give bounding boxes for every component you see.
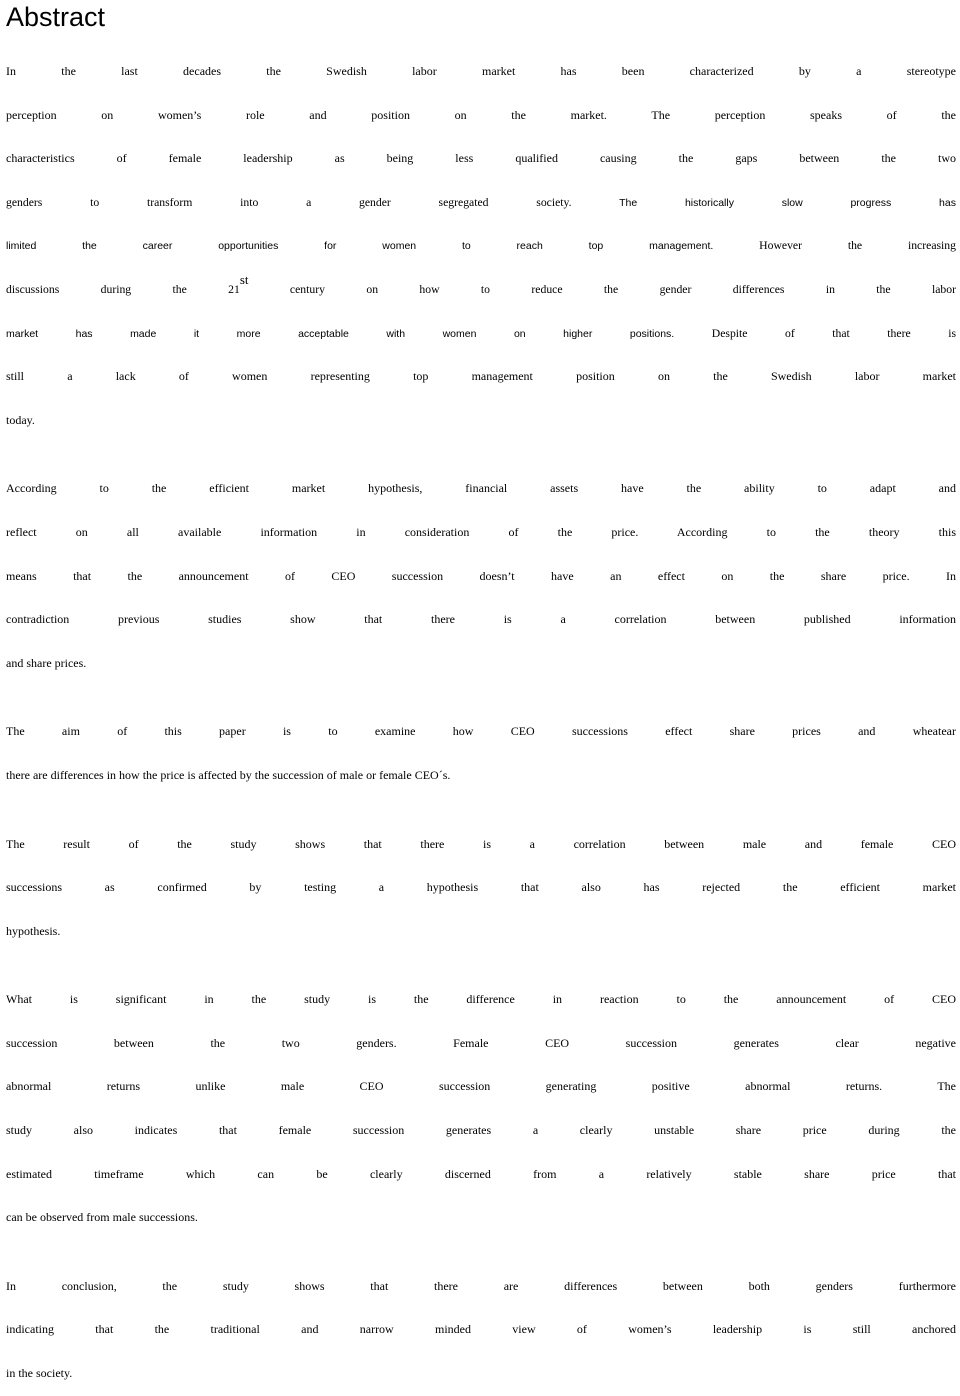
paragraph-3-line-1: The aim of this paper is to examine how CEO successions effect share prices and wheatear	[6, 724, 956, 739]
paragraph-5-line-4: study also indicates that female succession generates a clearly unstable share price during the	[6, 1123, 956, 1138]
paragraph-5-line-2: succession between the two genders. Female CEO succession generates clear negative	[6, 1035, 956, 1050]
paragraph-1-line-4-part-b: The historically slow progress has	[571, 196, 956, 209]
paragraph-gap	[6, 685, 956, 710]
paragraph-6	[6, 1265, 956, 1396]
paragraph-1-line-6-part-b: century on how to reduce the gender differences in the labor	[248, 282, 956, 296]
abstract-heading: Abstract	[6, 2, 106, 32]
paragraph-gap	[6, 953, 956, 978]
paragraph-1-line-1: In the last decades the Swedish labor market has been characterized by a stereotype	[6, 64, 956, 78]
paragraph-1-line-7-part-a: market has made it more acceptable with women on higher positions.	[6, 327, 675, 340]
paragraph-1-line-3: characteristics of female leadership as being less qualified causing the gaps between the two	[6, 151, 956, 166]
paragraph-1-line-7-part-b: Despite of that there is	[674, 326, 956, 340]
paragraph-6-line-3: in the society.	[6, 1366, 73, 1381]
paragraph-4-line-1: The result of the study shows that there is a correlation between male and female CEO	[6, 836, 956, 851]
paragraph-1-line-7	[6, 312, 956, 356]
paragraph-1-line-4	[6, 181, 956, 225]
paragraph-1-line-5	[6, 224, 956, 268]
paragraph-2-line-1: According to the efficient market hypothesis, financial assets have the ability to adapt and	[6, 481, 956, 496]
paragraph-5-line-3: abnormal returns unlike male CEO succession generating positive abnormal returns. The	[6, 1079, 956, 1094]
paragraph-6-line-2: indicating that the traditional and narrow minded view of women’s leadership is still anchored	[6, 1322, 956, 1337]
paragraph-4	[6, 823, 956, 954]
paragraph-1-line-5-part-b: However the increasing	[713, 239, 956, 253]
paragraph-gap	[6, 442, 956, 467]
paragraph-1-line-6-part-a: discussions during the 21	[6, 282, 240, 296]
paragraph-1-line-2: perception on women’s role and position on the market. The perception speaks of the	[6, 107, 956, 122]
paragraph-5	[6, 978, 956, 1240]
paragraph-2-line-2: reflect on all available information in consideration of the price. According to the theory this	[6, 524, 956, 539]
paragraph-4-line-3: hypothesis.	[6, 923, 61, 938]
paragraph-1	[6, 50, 956, 442]
paragraph-1-line-5-part-a: limited the career opportunities for women to reach top management.	[6, 240, 714, 253]
superscript-st: st	[239, 271, 249, 287]
paragraph-2-line-3: means that the announcement of CEO succession doesn’t have an effect on the share price. In	[6, 568, 956, 583]
paragraph-4-line-2: successions as confirmed by testing a hypothesis that also has rejected the efficient market	[6, 880, 956, 895]
paragraph-1-line-8: still a lack of women representing top management position on the Swedish labor market	[6, 369, 956, 384]
paragraph-5-line-1: What is significant in the study is the difference in reaction to the announcement of CEO	[6, 992, 956, 1007]
paragraph-1-line-4-part-a: genders to transform into a gender segregated society.	[6, 195, 572, 209]
paragraph-1-line-6	[6, 268, 956, 312]
paragraph-2	[6, 467, 956, 685]
paragraph-gap	[6, 1240, 956, 1265]
paragraph-2-line-5: and share prices.	[6, 655, 87, 670]
paragraph-5-line-5: estimated timeframe which can be clearly discerned from a relatively stable share price that	[6, 1166, 956, 1181]
paragraph-6-line-1: In conclusion, the study shows that there are differences between both genders furthermore	[6, 1278, 956, 1293]
paragraph-3	[6, 710, 956, 797]
paragraph-3-line-2: there are differences in how the price is affected by the succession of male or female CEO´s.	[6, 767, 451, 782]
paragraph-gap	[6, 798, 956, 823]
paragraph-2-line-4: contradiction previous studies show that there is a correlation between published information	[6, 612, 956, 627]
paragraph-1-line-9: today.	[6, 412, 35, 427]
paragraph-5-line-6: can be observed from male successions.	[6, 1210, 198, 1225]
document-page	[6, 0, 956, 1396]
